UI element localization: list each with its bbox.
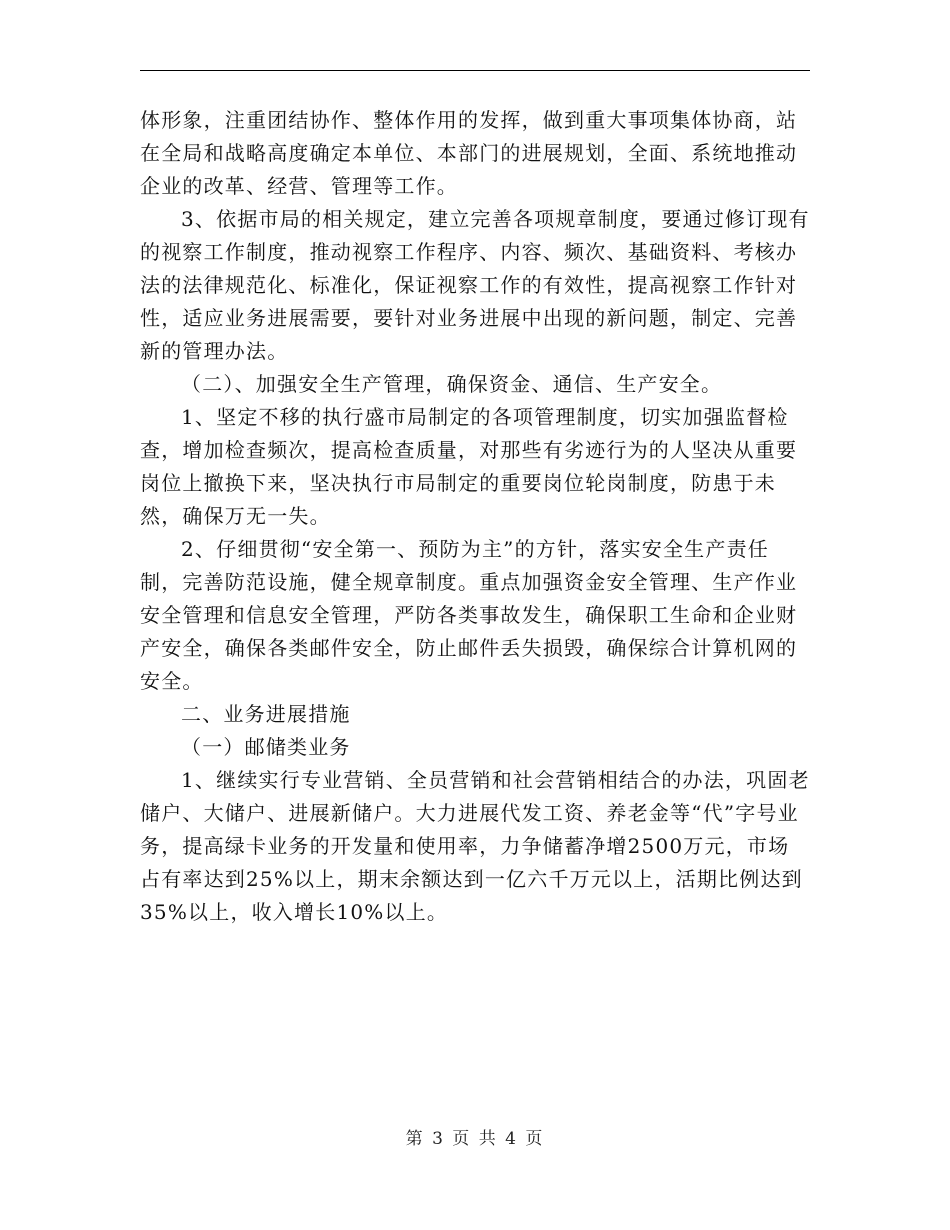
subsection-heading-postal-savings: （一）邮储类业务 xyxy=(181,735,351,759)
document-body xyxy=(140,104,810,929)
section-heading-business-measures: 二、业务进展措施 xyxy=(181,702,351,726)
paragraph-item-3-regulations: 3、依据市局的相关规定，建立完善各项规章制度，要通过修订现有的视察工作制度，推动视察工作程序、内容、频次、基础资料、考核办法的法律规范化、标准化，保证视察工作的有效性，提高视察工作针对性，适应业务进展需要，要针对业务进展中出现的新问题，制定、完善新的管理办法。 xyxy=(140,207,810,363)
paragraph-item-2-safety-policy: 2、仔细贯彻“安全第一、预防为主”的方针，落实安全生产责任制，完善防范设施，健全规章制度。重点加强资金安全管理、生产作业安全管理和信息安全管理，严防各类事故发生，确保职工生命和企业财产安全，确保各类邮件安全，防止邮件丢失损毁，确保综合计算机网的安全。 xyxy=(140,537,798,693)
page-number-footer: 第 3 页 共 4 页 xyxy=(405,1129,545,1149)
section-heading-safety: （二）、加强安全生产管理，确保资金、通信、生产安全。 xyxy=(181,372,723,396)
header-rule xyxy=(140,70,810,71)
paragraph-item-1-marketing: 1、继续实行专业营销、全员营销和社会营销相结合的办法，巩固老储户、大储户、进展新储户。大力进展代发工资、养老金等“代”字号业务，提高绿卡业务的开发量和使用率，力争储蓄净增2500万元，市场占有率达到25%以上，期末余额达到一亿六千万元以上，活期比例达到35%以上，收入增长10%以上。 xyxy=(140,768,810,924)
paragraph-continuation: 体形象，注重团结协作、整体作用的发挥，做到重大事项集体协商，站在全局和战略高度确定本单位、本部门的进展规划，全面、系统地推动企业的改革、经营、管理等工作。 xyxy=(140,108,798,198)
paragraph-item-1-management: 1、坚定不移的执行盛市局制定的各项管理制度，切实加强监督检查，增加检查频次，提高检查质量，对那些有劣迹行为的人坚决从重要岗位上撤换下来，坚决执行市局制定的重要岗位轮岗制度，防患于未然，确保万无一失。 xyxy=(140,405,798,528)
